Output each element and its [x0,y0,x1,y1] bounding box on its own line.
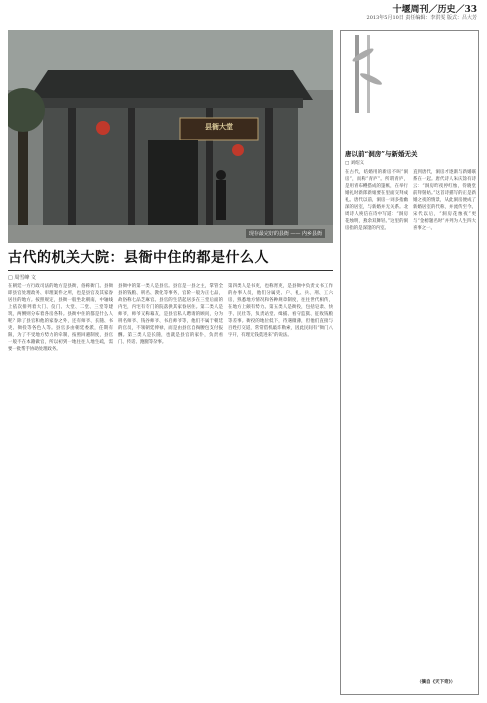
photo-caption: 现存最完好的县衙 —— 内乡县衙 [246,229,325,238]
article-byline: □ 周雪峰 文 [8,275,36,281]
sidebar-column-2: 直到唐代，洞房才逐渐与新婚联系在一起。唐代诗人朱庆馀有诗云：“洞房昨夜停红烛，待晓堂前拜舅姑。”这首诗描写的正是新婚之夜的情景，从此洞房便成了新婚居室的代称，并流传至今。宋代以后，“洞房花烛夜”更与“金榜题名时”并列为人生四大喜事之一。 [413,170,476,231]
article-column-2: 县衙中的第一类人是县官。县官是一县之主，掌管全县的钱粮、刑名、教化等事务，官阶一般为正七品，故俗称七品芝麻官。县官的生活起居多在三堂后面的内宅，内宅有专门的院落供其家眷居住。第二类人是师爷，师爷又称幕友，是县官私人聘请的顾问，分为刑名师爷、钱谷师爷、书启师爷等，他们不属于朝廷的官员，不领朝廷俸禄，而是由县官自掏腰包支付报酬。第三类人是长随，也就是县官的家仆，负责看门、传话、跑腿等杂事。 [118,284,223,345]
section-title: 十堰周刊／历史／33 [392,5,477,15]
sidebar-column-1: 在古代，结婚用的新房不叫“洞房”，而称“青庐”。所谓青庐，是用青布幔搭成的篷帐，在举行婚礼时新郎新娘要在里面交拜成礼。唐代以前，洞房一词多指幽深的居室，与新婚并无关系。北周诗人庾信在诗中写道：“洞房花烛明，燕余双舞轻。”这里的洞房指的是深邃的内室。 [345,170,408,231]
article-column-1: 在朝廷一方行政司法的地方是县衙，俗称衙门。县衙即县官处理政务、审理案件之所，也是县官及其家眷居住的地方。按照规定，县衙一般坐北朝南，中轴线上依次排列着大门、仪门、大堂、二堂、三堂等建筑，两侧则分布着各房各科。县衙中住的都是什么人呢？除了县官和他的家眷之外，还有师爷、长随、书吏、衙役等各色人等。县官多由朝廷委派，任期有限，为了不受地方势力的牵制，按照回避制度，县官一般不在本籍做官，所以初到一地往往人地生疏，需要一批帮手协助处理政务。 [8,284,113,352]
masthead [0,0,487,26]
yamen-gate-illustration [8,30,333,243]
sidebar-byline: □ 刘绍义 [345,161,365,166]
bamboo-decoration-icon [345,35,385,113]
article-photo [8,30,333,243]
plaque-text: 县衙大堂 [205,122,233,131]
sidebar-title: 唐以前“洞房”与新婚无关 [345,150,418,158]
article-headline: 古代的机关大院：县衙中住的都是什么人 [8,250,269,266]
date-editor-line: 2013年5月10日 责任编辑：李洪雯 版式：吕大芳 [366,15,477,21]
sidebar-article [340,30,479,695]
headline-rule [8,270,333,271]
sidebar-source: （摘自《天下奇》） [417,680,456,685]
article-column-3: 第四类人是书吏，也称胥吏，是县衙中负责文书工作的办事人员，他们分属吏、户、礼、兵、刑、工六房，熟悉地方情况和各种规章制度，往往世代相传，在地方上颇有势力。第五类人是衙役，包括皂隶、快手、民壮等，负责站堂、缉捕、看守监狱、征收钱粮等差事。衙役的地位低下，待遇微薄，但他们直接与百姓打交道，常常借机敲诈勒索，因此民间有“衙门八字开，有理无钱莫进来”的说法。 [228,284,333,338]
